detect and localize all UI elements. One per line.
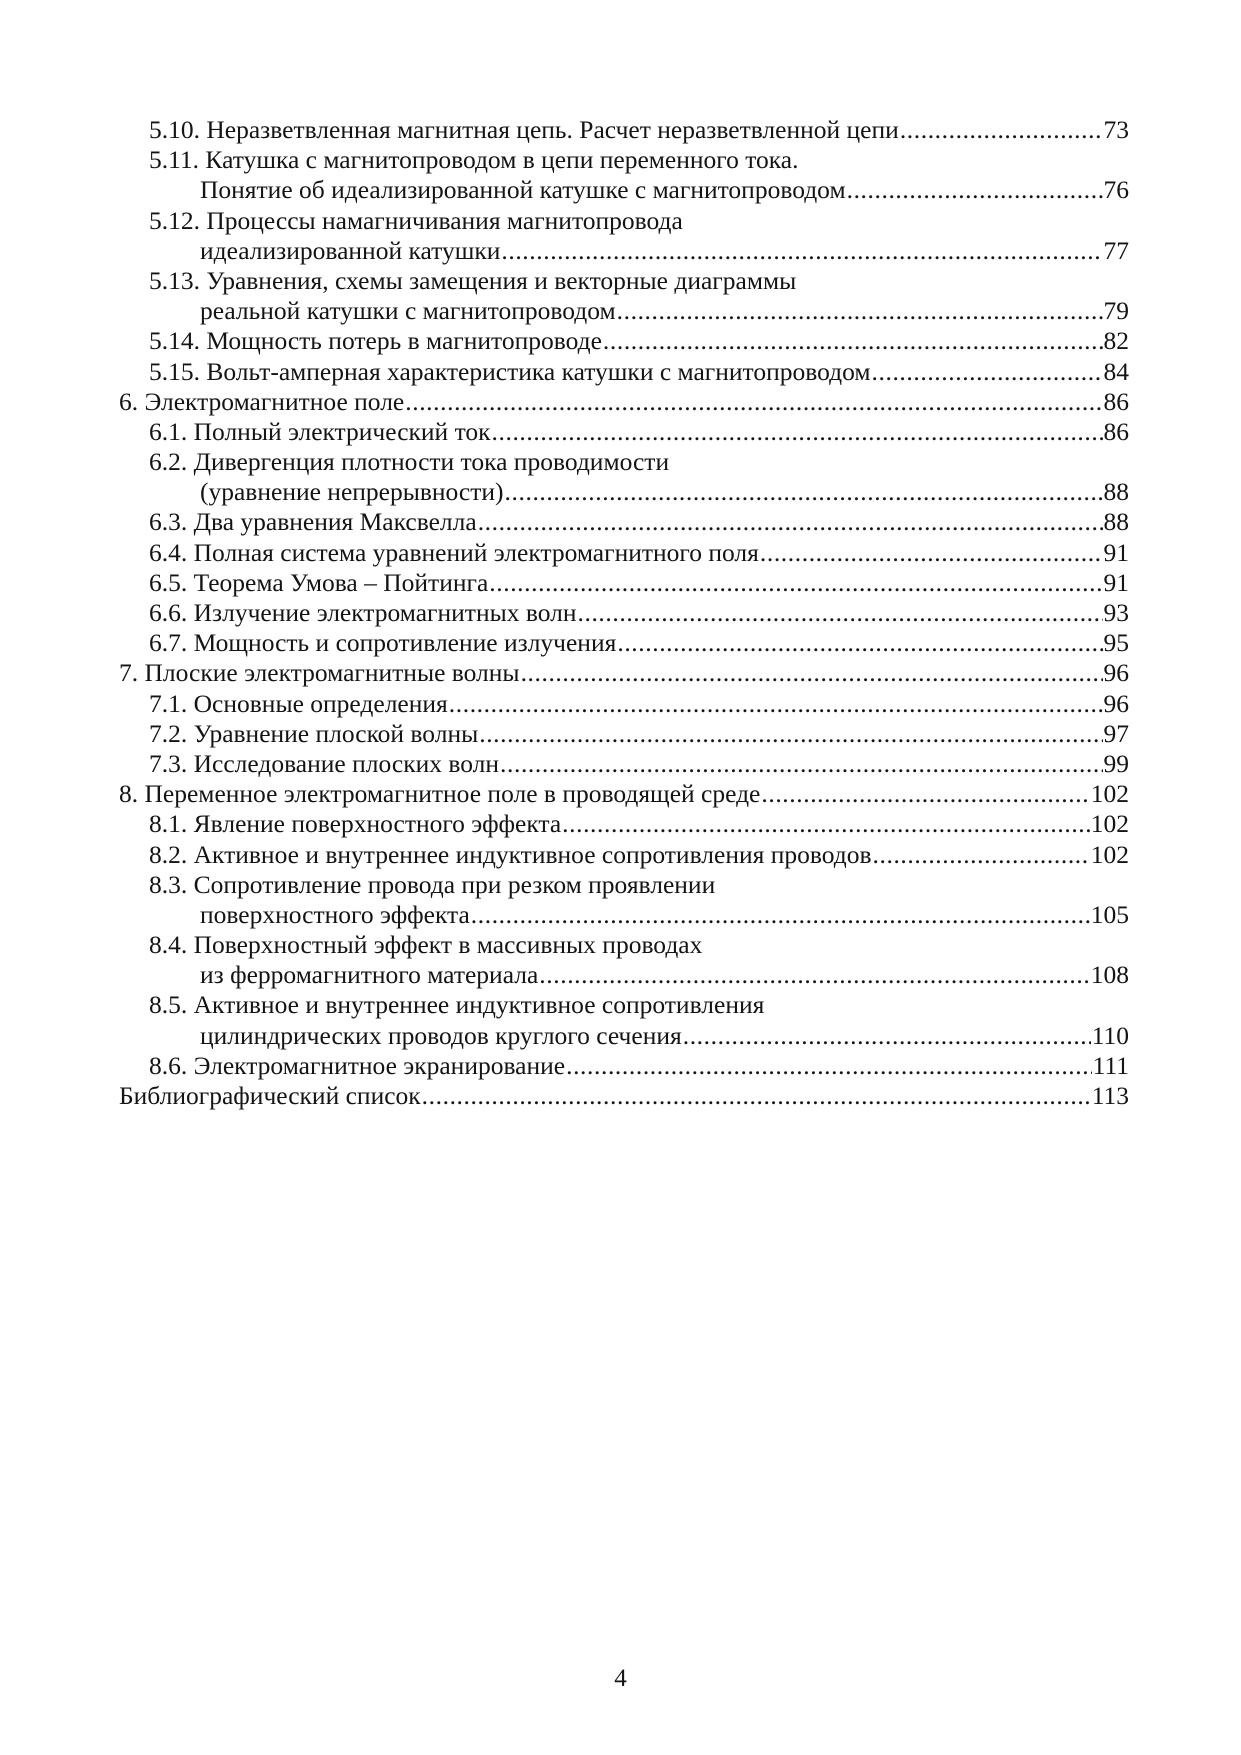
toc-page-number: 111: [1092, 1050, 1129, 1080]
dot-leader: [578, 598, 1103, 628]
toc-section-entry: [119, 719, 1129, 749]
toc-entry-line: [119, 357, 1129, 387]
toc-entry-line: [119, 266, 1129, 296]
dot-leader: [449, 689, 1103, 719]
dot-leader: [539, 960, 1089, 990]
toc-section-entry: [119, 417, 1129, 447]
dot-leader: [761, 779, 1089, 809]
toc-page-number: 96: [1103, 658, 1129, 688]
toc-entry-title: 5.14. Мощность потерь в магнитопроводе: [149, 326, 602, 356]
toc-chapter-entry: [119, 387, 1129, 417]
dot-leader: [422, 1081, 1091, 1111]
toc-section-entry: [119, 749, 1129, 779]
dot-leader: [405, 387, 1102, 417]
toc-section-entry: [119, 840, 1129, 870]
toc-section-entry: [119, 870, 1129, 930]
toc-entry-line: [119, 930, 1129, 960]
dot-leader: [521, 658, 1103, 688]
toc-section-entry: [119, 507, 1129, 537]
toc-page-number: 77: [1103, 235, 1129, 265]
toc-entry-title: поверхностного эффекта: [200, 899, 470, 929]
toc-page-number: 96: [1103, 688, 1129, 718]
toc-section-entry: [119, 115, 1129, 145]
toc-entry-line: [119, 236, 1129, 266]
toc-entry-line: [119, 447, 1129, 477]
toc-entry-title: 5.15. Вольт-амперная характеристика катушки с магнитопроводом: [149, 356, 871, 386]
dot-leader: [501, 236, 1102, 266]
toc-entry-line: [119, 326, 1129, 356]
toc-entry-title: цилиндрических проводов круглого сечения: [200, 1020, 682, 1050]
toc-entry-line: [119, 779, 1129, 809]
toc-section-entry: [119, 145, 1129, 205]
toc-page-number: 95: [1103, 628, 1129, 658]
toc-entry-title: 5.11. Катушка с магнитопроводом в цепи переменного тока.: [149, 145, 799, 175]
toc-page-number: 91: [1103, 537, 1129, 567]
toc-entry-line: [119, 1081, 1129, 1111]
toc-entry-line: [119, 175, 1129, 205]
toc-entry-title: 8.1. Явление поверхностного эффекта: [149, 809, 562, 839]
toc-page-number: 73: [1103, 115, 1129, 144]
dot-leader: [478, 507, 1103, 537]
toc-entry-title: Понятие об идеализированной катушке с магнитопроводом: [200, 175, 846, 205]
toc-entry-line: [119, 1021, 1129, 1051]
toc-entry-line: [119, 538, 1129, 568]
toc-section-entry: [119, 357, 1129, 387]
toc-entry-line: [119, 145, 1129, 175]
toc-page-number: 79: [1103, 296, 1129, 326]
toc-entry-line: [119, 206, 1129, 236]
toc-entry-line: [119, 507, 1129, 537]
toc-entry-title: 7.2. Уравнение плоской волны: [149, 718, 479, 748]
toc-entry-line: [119, 477, 1129, 507]
dot-leader: [617, 628, 1102, 658]
toc-entry-line: [119, 840, 1129, 870]
toc-page-number: 102: [1090, 779, 1129, 809]
toc-entry-title: 7.1. Основные определения: [149, 688, 448, 718]
dot-leader: [900, 115, 1103, 145]
toc-section-entry: [119, 1051, 1129, 1081]
toc-page-number: 86: [1103, 416, 1129, 446]
toc-page-number: 91: [1103, 567, 1129, 597]
toc-entry-title: реальной катушки с магнитопроводом: [200, 296, 616, 326]
page-number: 4: [614, 1665, 627, 1692]
toc-section-entry: [119, 809, 1129, 839]
toc-section-entry: [119, 598, 1129, 628]
toc-entry-title: 8.3. Сопротивление провода при резком проявлении: [149, 869, 716, 899]
toc-entry-line: [119, 296, 1129, 326]
dot-leader: [566, 1051, 1092, 1081]
toc-chapter-entry: [119, 658, 1129, 688]
toc-page-number: 93: [1103, 598, 1129, 627]
toc-page-number: 97: [1103, 718, 1129, 748]
toc-entry-title: 6.5. Теорема Умова – Пойтинга: [149, 567, 489, 597]
dot-leader: [603, 326, 1103, 356]
toc-entry-title: идеализированной катушки: [200, 235, 501, 265]
toc-section-entry: [119, 326, 1129, 356]
dot-leader: [617, 296, 1103, 326]
dot-leader: [500, 749, 1102, 779]
dot-leader: [872, 357, 1103, 387]
toc-chapter-entry: [119, 779, 1129, 809]
toc-section-entry: [119, 689, 1129, 719]
toc-page-number: 108: [1090, 960, 1129, 990]
toc-page-number: 88: [1103, 477, 1129, 507]
toc-entry-line: [119, 719, 1129, 749]
toc-entry-title: 6.4. Полная система уравнений электромагнитного поля: [149, 537, 759, 567]
toc-section-entry: [119, 538, 1129, 568]
toc-entry-line: [119, 749, 1129, 779]
table-of-contents: [119, 115, 1129, 1111]
toc-entry-line: [119, 417, 1129, 447]
dot-leader: [489, 568, 1102, 598]
dot-leader: [847, 175, 1103, 205]
toc-entry-title: 6.7. Мощность и сопротивление излучения: [149, 628, 617, 658]
dot-leader: [760, 538, 1103, 568]
toc-entry-line: [119, 900, 1129, 930]
toc-entry-line: [119, 658, 1129, 688]
toc-entry-line: [119, 598, 1129, 628]
toc-entry-title: 7. Плоские электромагнитные волны: [119, 658, 520, 688]
toc-chapter-entry: [119, 1081, 1129, 1111]
toc-page-number: 105: [1090, 899, 1129, 929]
toc-entry-title: 8.4. Поверхностный эффект в массивных проводах: [149, 930, 703, 960]
toc-section-entry: [119, 568, 1129, 598]
toc-entry-title: из ферромагнитного материала: [200, 960, 539, 990]
toc-entry-title: 5.10. Неразветвленная магнитная цепь. Расчет неразветвленной цепи: [149, 115, 899, 144]
toc-page-number: 76: [1103, 175, 1129, 205]
toc-section-entry: [119, 628, 1129, 658]
toc-page-number: 86: [1103, 386, 1129, 416]
toc-entry-line: [119, 689, 1129, 719]
dot-leader: [479, 719, 1102, 749]
toc-page-number: 99: [1103, 748, 1129, 778]
toc-page-number: 113: [1091, 1081, 1129, 1110]
dot-leader: [873, 840, 1090, 870]
toc-entry-line: [119, 990, 1129, 1020]
toc-page-number: 102: [1090, 809, 1129, 839]
toc-entry-title: 6.2. Дивергенция плотности тока проводимости: [149, 447, 670, 477]
toc-page-number: 88: [1103, 507, 1129, 537]
toc-page-number: 102: [1090, 839, 1129, 869]
toc-section-entry: [119, 447, 1129, 507]
toc-entry-line: [119, 387, 1129, 417]
toc-entry-title: Библиографический список: [119, 1081, 421, 1110]
dot-leader: [471, 900, 1090, 930]
dot-leader: [492, 417, 1103, 447]
dot-leader: [683, 1021, 1091, 1051]
toc-entry-line: [119, 1051, 1129, 1081]
toc-entry-line: [119, 870, 1129, 900]
toc-entry-title: 6.6. Излучение электромагнитных волн: [149, 598, 577, 627]
toc-entry-line: [119, 809, 1129, 839]
toc-entry-line: [119, 115, 1129, 145]
toc-entry-line: [119, 568, 1129, 598]
toc-entry-title: 7.3. Исследование плоских волн: [149, 748, 500, 778]
toc-entry-title: 8.2. Активное и внутреннее индуктивное сопротивления проводов: [149, 839, 872, 869]
toc-page-number: 84: [1103, 356, 1129, 386]
toc-page-number: 82: [1103, 326, 1129, 356]
toc-entry-title: 6.1. Полный электрический ток: [149, 416, 491, 446]
toc-entry-title: 6.3. Два уравнения Максвелла: [149, 507, 477, 537]
toc-section-entry: [119, 990, 1129, 1050]
toc-section-entry: [119, 930, 1129, 990]
toc-entry-title: (уравнение непрерывности): [200, 477, 504, 507]
toc-entry-line: [119, 628, 1129, 658]
toc-entry-title: 6. Электромагнитное поле: [119, 386, 405, 416]
toc-entry-title: 8. Переменное электромагнитное поле в проводящей среде: [119, 779, 761, 809]
toc-entry-title: 8.6. Электромагнитное экранирование: [149, 1050, 566, 1080]
toc-section-entry: [119, 266, 1129, 326]
dot-leader: [562, 809, 1090, 839]
toc-entry-title: 5.13. Уравнения, схемы замещения и векторные диаграммы: [149, 265, 797, 295]
dot-leader: [505, 477, 1103, 507]
toc-page-number: 110: [1091, 1020, 1129, 1050]
toc-entry-title: 8.5. Активное и внутреннее индуктивное сопротивления: [149, 990, 765, 1020]
toc-entry-line: [119, 960, 1129, 990]
toc-section-entry: [119, 206, 1129, 266]
toc-entry-title: 5.12. Процессы намагничивания магнитопровода: [149, 205, 683, 235]
